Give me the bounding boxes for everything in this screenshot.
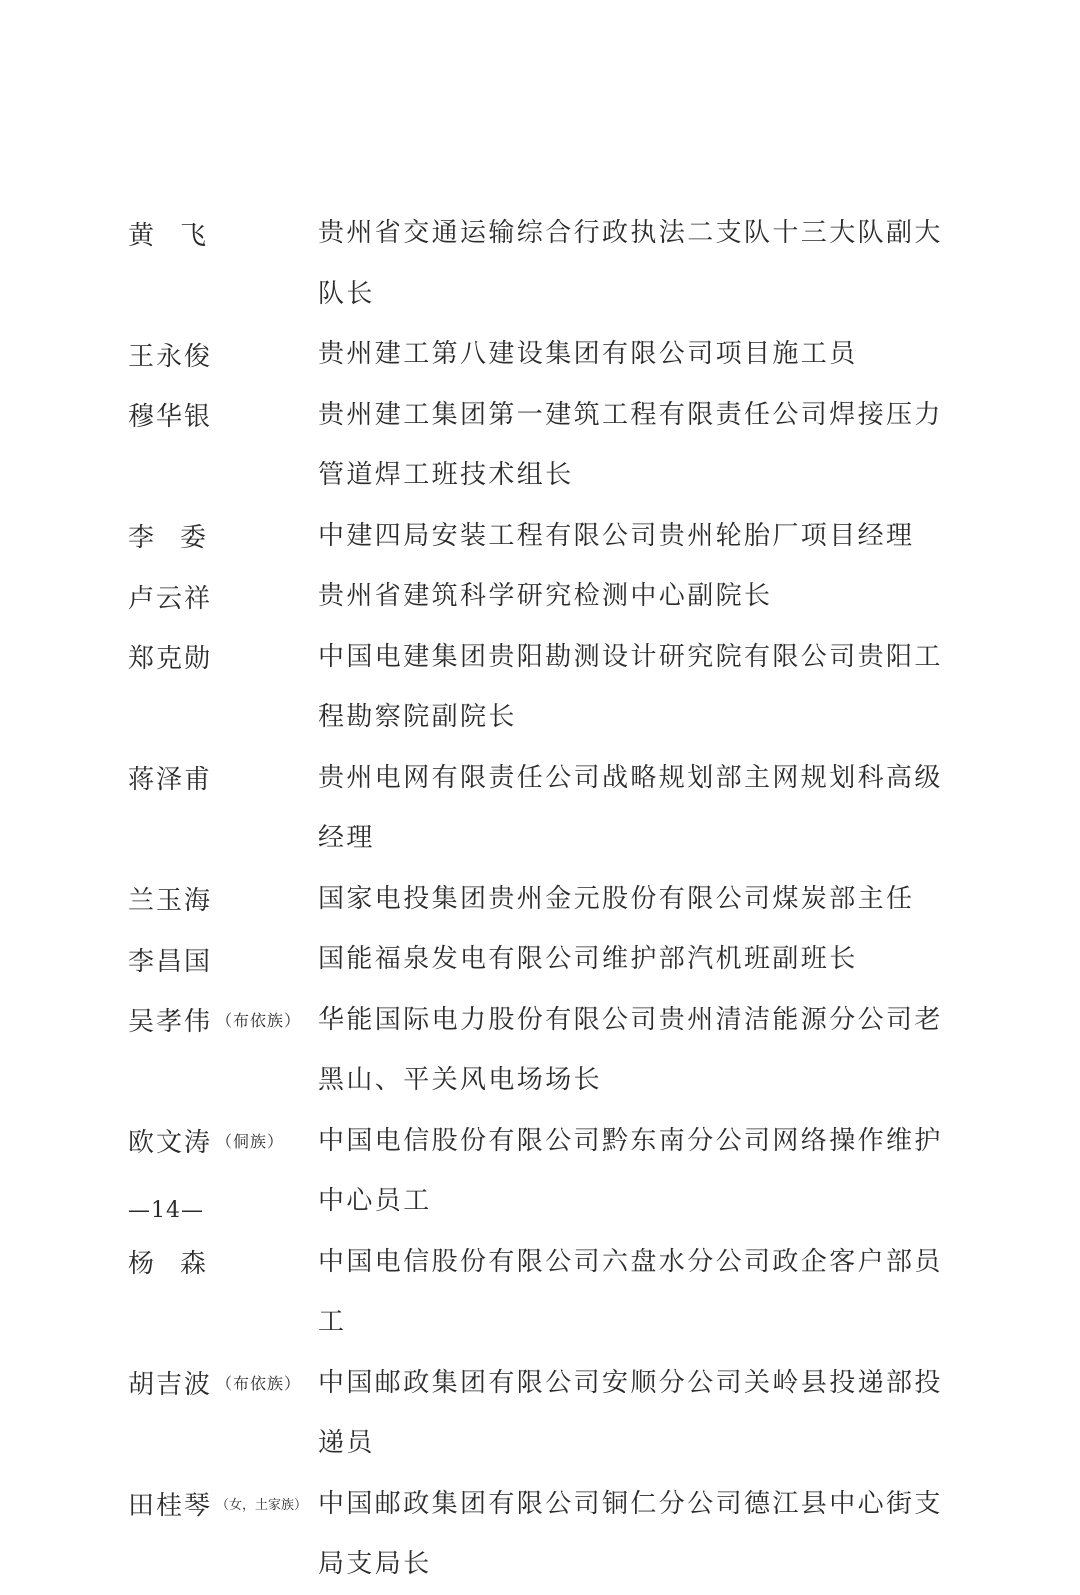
person-name: 王永俊 xyxy=(128,341,213,372)
name-cell xyxy=(128,990,318,1051)
name-cell xyxy=(128,1353,318,1414)
list-item xyxy=(128,506,958,567)
person-position: 中国邮政集团有限公司安顺分公司关岭县投递部投递员 xyxy=(318,1367,943,1458)
person-note: （布依族） xyxy=(216,1374,302,1394)
person-position: 贵州建工集团第一建筑工程有限责任公司焊接压力 管道焊工班技术组长 xyxy=(318,399,943,490)
list-item xyxy=(128,203,958,324)
name-cell xyxy=(128,748,318,809)
award-list xyxy=(128,203,958,1595)
person-name: 胡吉波 xyxy=(128,1370,213,1401)
person-name: 欧文涛 xyxy=(128,1128,213,1159)
person-position: 国家电投集团贵州金元股份有限公司煤炭部主任 xyxy=(318,883,915,914)
list-item xyxy=(128,385,958,506)
name-cell xyxy=(128,324,318,385)
person-note: （侗族） xyxy=(216,1132,285,1152)
name-cell xyxy=(128,1232,318,1293)
person-name: 郑克勋 xyxy=(128,644,213,675)
person-position: 中国邮政集团有限公司铜仁分公司德江县中心街支 局支局长 xyxy=(318,1488,943,1579)
list-item xyxy=(128,869,958,930)
name-cell xyxy=(128,506,318,567)
list-item xyxy=(128,929,958,990)
name-cell xyxy=(128,929,318,990)
person-name: 李委 xyxy=(128,523,233,554)
name-cell xyxy=(128,1111,318,1172)
name-cell xyxy=(128,203,318,264)
list-item xyxy=(128,324,958,385)
person-name: 杨森 xyxy=(128,1249,233,1280)
name-cell xyxy=(128,385,318,446)
person-note: （女，土家族） xyxy=(216,1498,308,1514)
name-cell xyxy=(128,869,318,930)
list-item xyxy=(128,1232,958,1353)
list-item xyxy=(128,566,958,627)
person-position: 贵州电网有限责任公司战略规划部主网规划科高级经理 xyxy=(318,762,943,853)
person-position: 国能福泉发电有限公司维护部汽机班副班长 xyxy=(318,944,858,974)
person-position: 中建四局安装工程有限公司贵州轮胎厂项目经理 xyxy=(318,520,915,551)
person-name: 兰玉海 xyxy=(128,886,213,917)
list-item xyxy=(128,1474,958,1595)
page-number: —14— xyxy=(128,1198,204,1223)
person-position: 贵州省建筑科学研究检测中心副院长 xyxy=(318,581,773,611)
person-name: 吴孝伟 xyxy=(128,1007,213,1038)
person-name: 田桂琴 xyxy=(128,1491,213,1522)
list-item xyxy=(128,627,958,748)
name-cell xyxy=(128,566,318,627)
person-name: 卢云祥 xyxy=(128,583,213,614)
person-position: 贵州建工第八建设集团有限公司项目施工员 xyxy=(318,339,858,369)
name-cell xyxy=(128,627,318,688)
list-item xyxy=(128,1353,958,1474)
list-item xyxy=(128,1111,958,1232)
person-position: 贵州省交通运输综合行政执法二支队十三大队副大队长 xyxy=(318,218,943,309)
person-position: 华能国际电力股份有限公司贵州清洁能源分公司老 黑山、平关风电场场长 xyxy=(318,1004,943,1095)
person-position: 中国电信股份有限公司黔东南分公司网络操作维护 中心员工 xyxy=(318,1125,943,1216)
person-note: （布依族） xyxy=(216,1011,302,1031)
person-name: 蒋泽甫 xyxy=(128,765,213,796)
person-position: 中国电建集团贵阳勘测设计研究院有限公司贵阳工 程勘察院副院长 xyxy=(318,641,943,732)
name-cell xyxy=(128,1474,318,1535)
person-name: 穆华银 xyxy=(128,402,213,433)
person-name: 黄飞 xyxy=(128,220,233,251)
list-item xyxy=(128,990,958,1111)
person-position: 中国电信股份有限公司六盘水分公司政企客户部员工 xyxy=(318,1246,943,1337)
list-item xyxy=(128,748,958,869)
person-name: 李昌国 xyxy=(128,946,213,977)
